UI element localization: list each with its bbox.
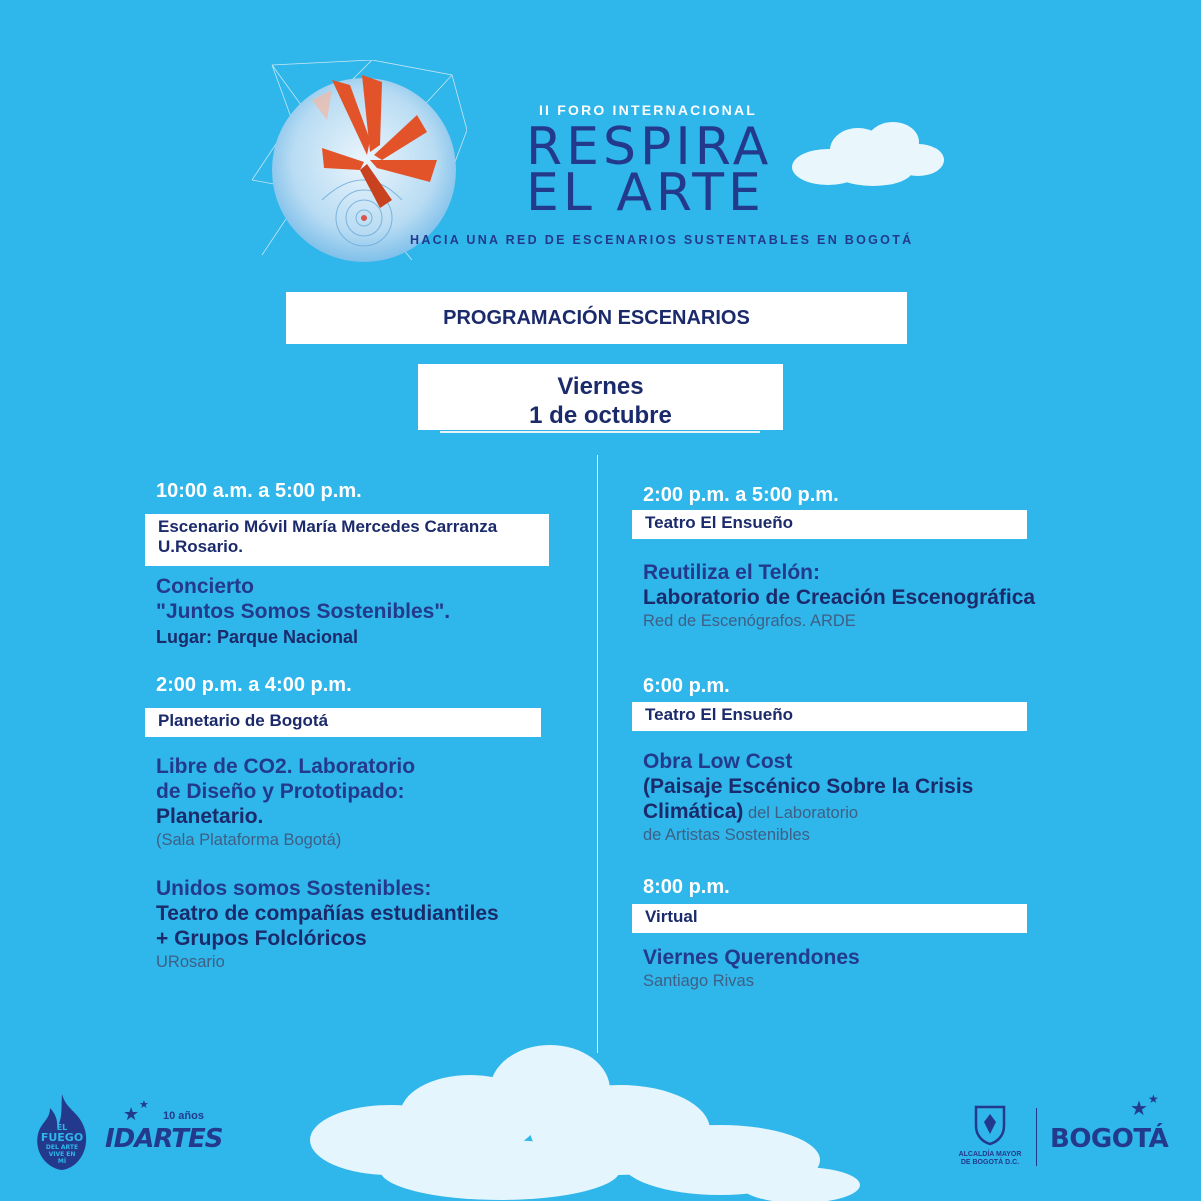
event-title: Reutiliza el Telón: <box>643 561 820 584</box>
bogota-logo <box>1050 1092 1170 1166</box>
date-underline <box>440 431 760 433</box>
event-title: Concierto <box>156 575 255 598</box>
event-title: + Grupos Folclóricos <box>156 927 367 950</box>
cloud-decoration <box>788 112 948 192</box>
event-title: Planetario. <box>156 805 264 828</box>
venue-label: U.Rosario. <box>158 537 244 556</box>
time-slot: 6:00 p.m. <box>643 675 730 697</box>
event-note: del Laboratorio <box>743 804 859 822</box>
venue-label: Teatro El Ensueño <box>645 705 793 724</box>
event-title: Teatro de compañías estudiantiles <box>156 902 499 925</box>
event-title: Unidos somos Sostenibles: <box>156 877 432 900</box>
forum-kicker: II FORO INTERNACIONAL <box>538 102 758 118</box>
event-note: URosario <box>156 953 225 971</box>
time-slot: 2:00 p.m. a 4:00 p.m. <box>156 674 352 696</box>
idartes-wordmark: IDARTES <box>105 1124 223 1154</box>
event-note: Red de Escenógrafos. ARDE <box>643 612 856 630</box>
time-slot: 8:00 p.m. <box>643 876 730 898</box>
event-title: de Diseño y Prototipado: <box>156 780 405 803</box>
fuego-logo-word: DEL ARTE <box>45 1144 79 1151</box>
event-title: "Juntos Somos Sostenibles". <box>156 600 451 623</box>
event-title: Laboratorio de Creación Escenográfica <box>643 586 1036 609</box>
event-title-line-1: RESPIRA <box>526 117 773 177</box>
venue-label: Virtual <box>645 907 698 926</box>
venue-label: Teatro El Ensueño <box>645 513 793 532</box>
idartes-logo <box>105 1099 225 1164</box>
event-title-line-2: EL ARTE <box>526 163 765 223</box>
star-icon: ★ <box>1130 1098 1148 1120</box>
venue-label: Escenario Móvil María Mercedes Carranza <box>158 517 498 536</box>
cloud-decoration <box>300 1020 860 1201</box>
idartes-badge: 10 años <box>163 1110 204 1122</box>
fuego-logo-word: VIVE EN <box>48 1151 76 1158</box>
star-icon: ★ <box>1148 1092 1159 1106</box>
fuego-logo-word: MÍ <box>57 1158 67 1165</box>
event-note: de Artistas Sostenibles <box>643 826 810 844</box>
venue-box <box>145 708 541 737</box>
event-subtitle: HACIA UNA RED DE ESCENARIOS SUSTENTABLES EN BOGOTÁ <box>410 233 914 247</box>
fuego-logo-word: FUEGO <box>40 1131 84 1144</box>
event-note: (Sala Plataforma Bogotá) <box>156 831 342 849</box>
venue-box <box>632 904 1027 933</box>
bogota-wordmark: BOGOTÁ <box>1050 1124 1169 1154</box>
venue-box <box>632 702 1027 731</box>
venue-label: Planetario de Bogotá <box>158 711 329 730</box>
event-title: (Paisaje Escénico Sobre la Crisis <box>643 775 974 798</box>
alcaldia-label: ALCALDÍA MAYOR <box>958 1151 1022 1158</box>
event-place: Lugar: Parque Nacional <box>156 627 359 647</box>
logo-divider <box>1036 1108 1037 1166</box>
star-icon: ★ <box>139 1099 149 1111</box>
fuego-logo-word: EL <box>56 1123 68 1132</box>
column-divider <box>597 455 598 1053</box>
fuego-del-arte-logo <box>30 1092 95 1172</box>
event-block <box>643 945 1103 992</box>
event-block <box>156 754 586 851</box>
venue-box <box>632 510 1027 539</box>
event-block <box>156 574 576 648</box>
alcaldia-logo <box>950 1104 1030 1170</box>
event-block <box>156 876 586 973</box>
program-heading: PROGRAMACIÓN ESCENARIOS <box>286 292 907 344</box>
event-title: Viernes Querendones <box>643 946 860 969</box>
venue-box <box>145 514 549 566</box>
coat-of-arms-icon <box>973 1104 1007 1146</box>
event-note: Santiago Rivas <box>643 972 754 990</box>
time-slot: 2:00 p.m. a 5:00 p.m. <box>643 484 839 506</box>
day-label: Viernes <box>557 373 644 400</box>
alcaldia-label: DE BOGOTÁ D.C. <box>960 1159 1020 1166</box>
date-box <box>418 364 783 430</box>
date-label: 1 de octubre <box>529 402 672 429</box>
event-block <box>643 560 1103 632</box>
time-slot: 10:00 a.m. a 5:00 p.m. <box>156 480 362 502</box>
event-title: Libre de CO2. Laboratorio <box>156 755 416 778</box>
event-block <box>643 749 1103 846</box>
event-title: Climática) <box>643 800 744 823</box>
star-icon: ★ <box>123 1104 140 1124</box>
event-title: Obra Low Cost <box>643 750 793 773</box>
